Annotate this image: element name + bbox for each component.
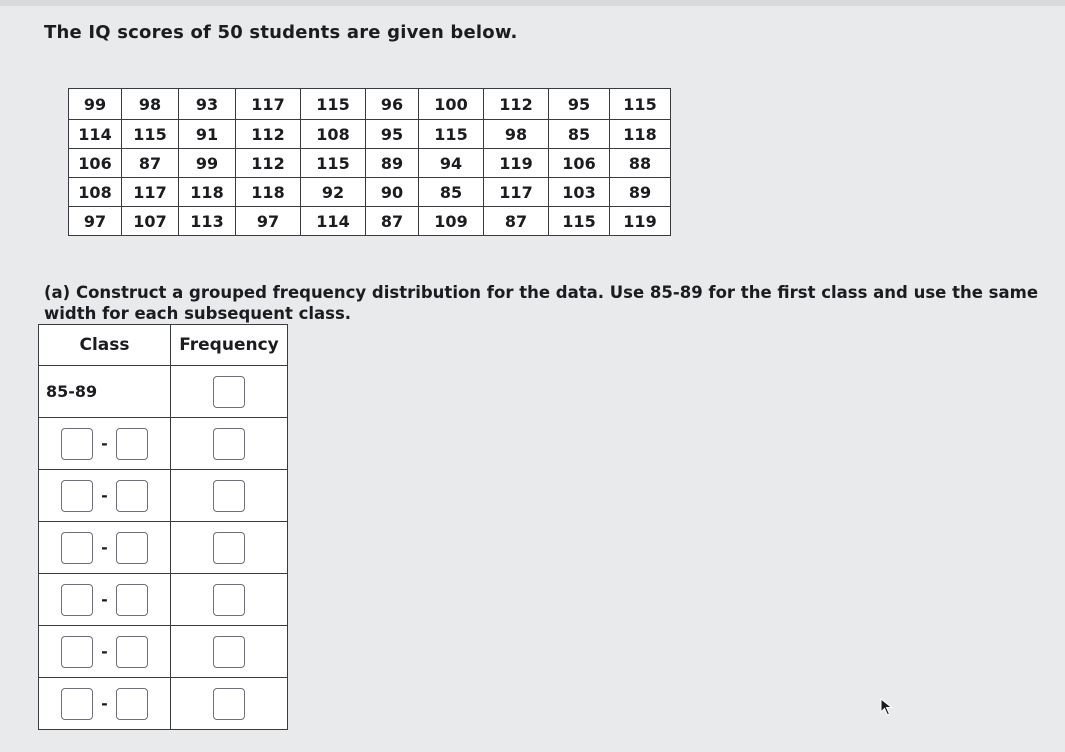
top-edge-divider (0, 0, 1065, 6)
class-dash: - (101, 538, 108, 557)
score-cell: 106 (549, 149, 610, 178)
score-cell: 117 (236, 89, 301, 120)
score-cell: 87 (122, 149, 179, 178)
iq-scores-table (68, 88, 671, 236)
score-cell: 85 (419, 178, 484, 207)
score-cell: 115 (301, 149, 366, 178)
class-dash: - (101, 590, 108, 609)
score-cell: 118 (236, 178, 301, 207)
frequency-input-1[interactable] (213, 376, 245, 408)
freq-row (39, 470, 288, 522)
part-a-instructions: (a) Construct a grouped frequency distribution for the data. Use 85-89 for the first class and use the same width for each subsequent class. (44, 283, 1039, 323)
scores-row (69, 120, 671, 149)
class-dash: - (101, 694, 108, 713)
score-cell: 95 (549, 89, 610, 120)
class-cell (39, 678, 171, 730)
frequency-cell (171, 678, 288, 730)
mouse-pointer-icon (880, 698, 894, 716)
score-cell: 100 (419, 89, 484, 120)
class-dash: - (101, 434, 108, 453)
score-cell: 109 (419, 207, 484, 236)
scores-row (69, 178, 671, 207)
problem-intro: The IQ scores of 50 students are given below. (44, 22, 518, 43)
frequency-cell (171, 522, 288, 574)
score-cell: 92 (301, 178, 366, 207)
class-upper-input[interactable] (116, 636, 148, 668)
score-cell: 87 (366, 207, 419, 236)
frequency-cell (171, 366, 288, 418)
frequency-input[interactable] (213, 480, 245, 512)
frequency-cell (171, 574, 288, 626)
class-lower-input[interactable] (61, 428, 93, 460)
score-cell: 99 (69, 89, 122, 120)
freq-row (39, 418, 288, 470)
score-cell: 118 (179, 178, 236, 207)
frequency-distribution-table (38, 324, 288, 730)
score-cell: 108 (301, 120, 366, 149)
score-cell: 93 (179, 89, 236, 120)
class-dash: - (101, 486, 108, 505)
frequency-input[interactable] (213, 428, 245, 460)
scores-row (69, 207, 671, 236)
class-upper-input[interactable] (116, 428, 148, 460)
frequency-cell (171, 418, 288, 470)
score-cell: 99 (179, 149, 236, 178)
score-cell: 118 (610, 120, 671, 149)
score-cell: 119 (484, 149, 549, 178)
frequency-input[interactable] (213, 584, 245, 616)
score-cell: 112 (236, 120, 301, 149)
frequency-input[interactable] (213, 532, 245, 564)
score-cell: 98 (484, 120, 549, 149)
class-lower-input[interactable] (61, 688, 93, 720)
freq-row (39, 678, 288, 730)
frequency-header: Frequency (171, 325, 288, 366)
class-upper-input[interactable] (116, 480, 148, 512)
first-class-label: 85-89 (39, 366, 171, 418)
class-cell (39, 522, 171, 574)
class-cell (39, 574, 171, 626)
score-cell: 119 (610, 207, 671, 236)
score-cell: 89 (610, 178, 671, 207)
score-cell: 117 (484, 178, 549, 207)
score-cell: 114 (69, 120, 122, 149)
frequency-input[interactable] (213, 688, 245, 720)
score-cell: 115 (610, 89, 671, 120)
score-cell: 108 (69, 178, 122, 207)
score-cell: 90 (366, 178, 419, 207)
score-cell: 95 (366, 120, 419, 149)
score-cell: 117 (122, 178, 179, 207)
scores-row (69, 89, 671, 120)
freq-row-first (39, 366, 288, 418)
frequency-cell (171, 470, 288, 522)
score-cell: 112 (236, 149, 301, 178)
class-lower-input[interactable] (61, 532, 93, 564)
score-cell: 88 (610, 149, 671, 178)
frequency-input[interactable] (213, 636, 245, 668)
score-cell: 115 (301, 89, 366, 120)
freq-row (39, 626, 288, 678)
freq-row (39, 522, 288, 574)
class-dash: - (101, 642, 108, 661)
score-cell: 115 (419, 120, 484, 149)
score-cell: 114 (301, 207, 366, 236)
score-cell: 91 (179, 120, 236, 149)
frequency-cell (171, 626, 288, 678)
score-cell: 85 (549, 120, 610, 149)
score-cell: 97 (236, 207, 301, 236)
score-cell: 96 (366, 89, 419, 120)
score-cell: 115 (549, 207, 610, 236)
class-upper-input[interactable] (116, 688, 148, 720)
score-cell: 98 (122, 89, 179, 120)
score-cell: 107 (122, 207, 179, 236)
class-lower-input[interactable] (61, 584, 93, 616)
score-cell: 97 (69, 207, 122, 236)
class-header: Class (39, 325, 171, 366)
score-cell: 87 (484, 207, 549, 236)
score-cell: 89 (366, 149, 419, 178)
class-lower-input[interactable] (61, 480, 93, 512)
class-upper-input[interactable] (116, 532, 148, 564)
scores-row (69, 149, 671, 178)
score-cell: 115 (122, 120, 179, 149)
class-cell (39, 626, 171, 678)
score-cell: 113 (179, 207, 236, 236)
class-cell (39, 470, 171, 522)
class-upper-input[interactable] (116, 584, 148, 616)
freq-row (39, 574, 288, 626)
score-cell: 103 (549, 178, 610, 207)
score-cell: 106 (69, 149, 122, 178)
class-lower-input[interactable] (61, 636, 93, 668)
score-cell: 94 (419, 149, 484, 178)
score-cell: 112 (484, 89, 549, 120)
class-cell (39, 418, 171, 470)
